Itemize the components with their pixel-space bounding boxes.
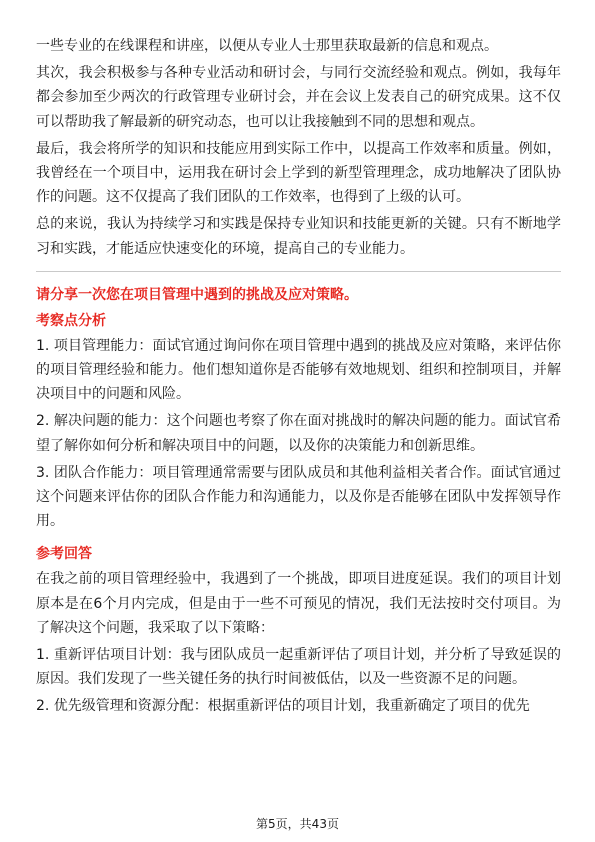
intro-paragraph: 一些专业的在线课程和讲座，以便从专业人士那里获取最新的信息和观点。 bbox=[36, 38, 498, 54]
intro-paragraph: 最后，我会将所学的知识和技能应用到实际工作中，以提高工作效率和质量。例如，我曾经在一个项目中，运用我在研讨会上学到的新型管理理念，成功地解决了团队协作的问题。这不仅提高了我们团队的工作效率，也得到了上级的认可。 bbox=[36, 140, 561, 206]
answer-heading: 参考回答 bbox=[36, 546, 92, 563]
answer-paragraph: 1. 重新评估项目计划：我与团队成员一起重新评估了项目计划，并分析了导致延误的原因。我们发现了一些关键任务的执行时间被低估，以及一些资源不足的问题。 bbox=[36, 647, 561, 688]
intro-paragraph: 其次，我会积极参与各种专业活动和研讨会，与同行交流经验和观点。例如，我每年都会参加至少两次的行政管理专业研讨会，并在会议上发表自己的研究成果。这不仅可以帮助我了解最新的研究动态，也可以让我接触到不同的思想和观点。 bbox=[36, 65, 561, 130]
analysis-item: 3. 团队合作能力：项目管理通常需要与团队成员和其他利益相关者合作。面试官通过这个问题来评估你的团队合作能力和沟通能力，以及你是否能够在团队中发挥领导作用。 bbox=[36, 464, 561, 530]
answer-paragraph: 在我之前的项目管理经验中，我遇到了一个挑战，即项目进度延误。我们的项目计划原本是在6个月内完成，但是由于一些不可预见的情况，我们无法按时交付项目。为了解决这个问题，我采取了以下策略： bbox=[36, 571, 561, 636]
page-content bbox=[36, 34, 561, 722]
intro-paragraph: 总的来说，我认为持续学习和实践是保持专业知识和技能更新的关键。只有不断地学习和实践，才能适应快速变化的环境，提高自己的专业能力。 bbox=[36, 216, 561, 257]
answer-paragraph: 2. 优先级管理和资源分配：根据重新评估的项目计划，我重新确定了项目的优先 bbox=[36, 698, 530, 715]
analysis-item: 1. 项目管理能力：面试官通过询问你在项目管理中遇到的挑战及应对策略，来评估你的项目管理经验和能力。他们想知道你是否能够有效地规划、组织和控制项目，并解决项目中的问题和风险。 bbox=[36, 337, 561, 403]
interview-question: 请分享一次您在项目管理中遇到的挑战及应对策略。 bbox=[36, 286, 358, 303]
section-divider bbox=[36, 271, 561, 272]
analysis-heading: 考察点分析 bbox=[36, 312, 106, 329]
analysis-item: 2. 解决问题的能力：这个问题也考察了你在面对挑战时的解决问题的能力。面试官希望了解你如何分析和解决项目中的问题，以及你的决策能力和创新思维。 bbox=[36, 413, 561, 454]
page-number: 第5页，共43页 bbox=[256, 817, 339, 831]
